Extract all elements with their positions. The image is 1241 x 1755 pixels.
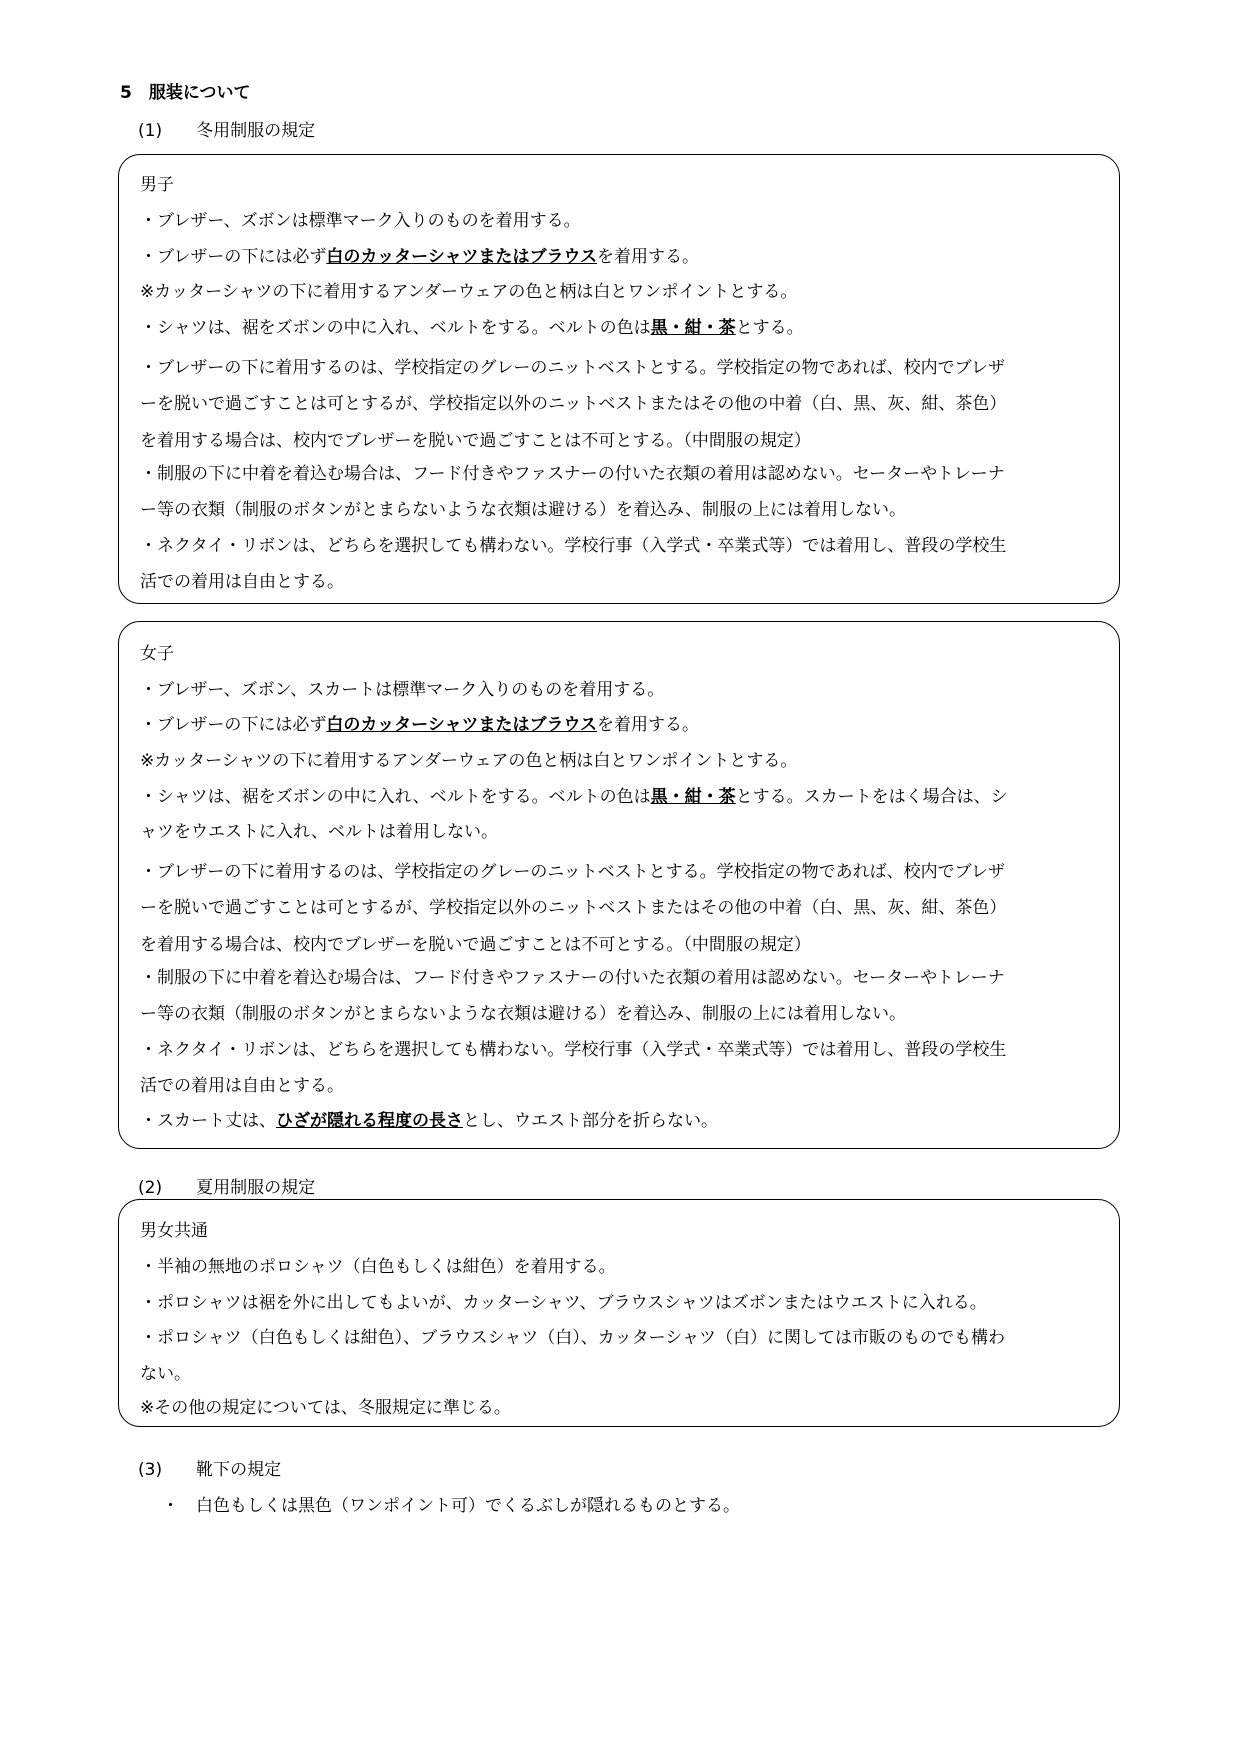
summer-rule-4: ない。 — [140, 1364, 191, 1384]
socks-heading: (3) 靴下の規定 — [138, 1460, 282, 1480]
boys-rule-2 — [140, 242, 699, 267]
socks-rule-1: ・ 白色もしくは黒色（ワンポイント可）でくるぶしが隠れるものとする。 — [162, 1496, 740, 1516]
text-part: ・シャツは、裾をズボンの中に入れ、ベルトをする。ベルトの色は — [140, 318, 651, 338]
boys-rule-10: ・ネクタイ・リボンは、どちらを選択しても構わない。学校行事（入学式・卒業式等）では着用し、普段の学校生 — [140, 536, 1007, 556]
summer-rule-2: ・ポロシャツは裾を外に出してもよいが、カッターシャツ、ブラウスシャツはズボンまたはウエストに入れる。 — [140, 1293, 987, 1313]
text-part: を着用する。 — [596, 247, 699, 267]
boys-rule-3: ※カッターシャツの下に着用するアンダーウェアの色と柄は白とワンポイントとする。 — [140, 282, 798, 302]
summer-rule-1: ・半袖の無地のポロシャツ（白色もしくは紺色）を着用する。 — [140, 1257, 616, 1277]
girls-rule-13 — [140, 1106, 718, 1131]
girls-rule-7: ーを脱いで過ごすことは可とするが、学校指定以外のニットベストまたはその他の中着（白、黒、灰、紺、茶色） — [140, 898, 1007, 918]
text-part: を着用する。 — [596, 715, 699, 735]
girls-rule-12: 活での着用は自由とする。 — [140, 1076, 344, 1096]
girls-rules-box — [118, 621, 1120, 1149]
girls-rule-3: ※カッターシャツの下に着用するアンダーウェアの色と柄は白とワンポイントとする。 — [140, 751, 798, 771]
text-part: ・スカート丈は、 — [140, 1111, 276, 1131]
boys-rule-9: ー等の衣類（制服のボタンがとまらないような衣類は避ける）を着込み、制服の上には着用しない。 — [140, 500, 907, 520]
boys-rule-6: ーを脱いで過ごすことは可とするが、学校指定以外のニットベストまたはその他の中着（白、黒、灰、紺、茶色） — [140, 394, 1007, 414]
emphasis-text: 黒・紺・茶 — [650, 318, 736, 338]
text-part: とする。 — [735, 318, 804, 338]
girls-rule-2 — [140, 710, 699, 735]
girls-rule-1: ・ブレザー、ズボン、スカートは標準マーク入りのものを着用する。 — [140, 680, 665, 700]
emphasis-text: 黒・紺・茶 — [650, 787, 736, 807]
text-part: ・ブレザーの下には必ず — [140, 715, 327, 735]
text-part: とし、ウエスト部分を折らない。 — [463, 1111, 718, 1131]
text-part: ・ブレザーの下には必ず — [140, 247, 327, 267]
emphasis-text: ひざが隠れる程度の長さ — [276, 1111, 463, 1131]
boys-rule-7: を着用する場合は、校内でブレザーを脱いで過ごすことは不可とする。（中間服の規定） — [140, 431, 811, 451]
boys-rule-1: ・ブレザー、ズボンは標準マーク入りのものを着用する。 — [140, 211, 581, 231]
boys-rule-11: 活での着用は自由とする。 — [140, 572, 344, 592]
girls-heading: 女子 — [140, 644, 174, 664]
text-part: ・シャツは、裾をズボンの中に入れ、ベルトをする。ベルトの色は — [140, 787, 651, 807]
girls-rule-5: ャツをウエストに入れ、ベルトは着用しない。 — [140, 822, 499, 842]
summer-rule-5: ※その他の規定については、冬服規定に準じる。 — [140, 1398, 511, 1418]
summer-rule-3: ・ポロシャツ（白色もしくは紺色）、ブラウスシャツ（白）、カッターシャツ（白）に関しては市販のものでも構わ — [140, 1328, 1005, 1348]
girls-rule-4 — [140, 782, 1008, 807]
girls-rule-9: ・制服の下に中着を着込む場合は、フード付きやファスナーの付いた衣類の着用は認めない。セーターやトレーナ — [140, 968, 1005, 988]
girls-rule-8: を着用する場合は、校内でブレザーを脱いで過ごすことは不可とする。（中間服の規定） — [140, 935, 811, 955]
section-title: 5 服装について — [120, 83, 251, 103]
boys-heading: 男子 — [140, 175, 174, 195]
summer-heading: 男女共通 — [140, 1221, 208, 1241]
text-part: とする。スカートをはく場合は、シ — [735, 787, 1008, 807]
winter-uniform-heading: (1) 冬用制服の規定 — [138, 121, 316, 141]
boys-rule-5: ・ブレザーの下に着用するのは、学校指定のグレーのニットベストとする。学校指定の物であれば、校内でブレザ — [140, 358, 1005, 378]
boys-rule-4 — [140, 313, 804, 338]
girls-rule-6: ・ブレザーの下に着用するのは、学校指定のグレーのニットベストとする。学校指定の物であれば、校内でブレザ — [140, 862, 1005, 882]
emphasis-text: 白のカッターシャツまたはブラウス — [326, 247, 597, 267]
emphasis-text: 白のカッターシャツまたはブラウス — [326, 715, 597, 735]
summer-uniform-heading: (2) 夏用制服の規定 — [138, 1178, 316, 1198]
girls-rule-10: ー等の衣類（制服のボタンがとまらないような衣類は避ける）を着込み、制服の上には着用しない。 — [140, 1004, 907, 1024]
girls-rule-11: ・ネクタイ・リボンは、どちらを選択しても構わない。学校行事（入学式・卒業式等）では着用し、普段の学校生 — [140, 1040, 1007, 1060]
boys-rule-8: ・制服の下に中着を着込む場合は、フード付きやファスナーの付いた衣類の着用は認めない。セーターやトレーナ — [140, 464, 1005, 484]
